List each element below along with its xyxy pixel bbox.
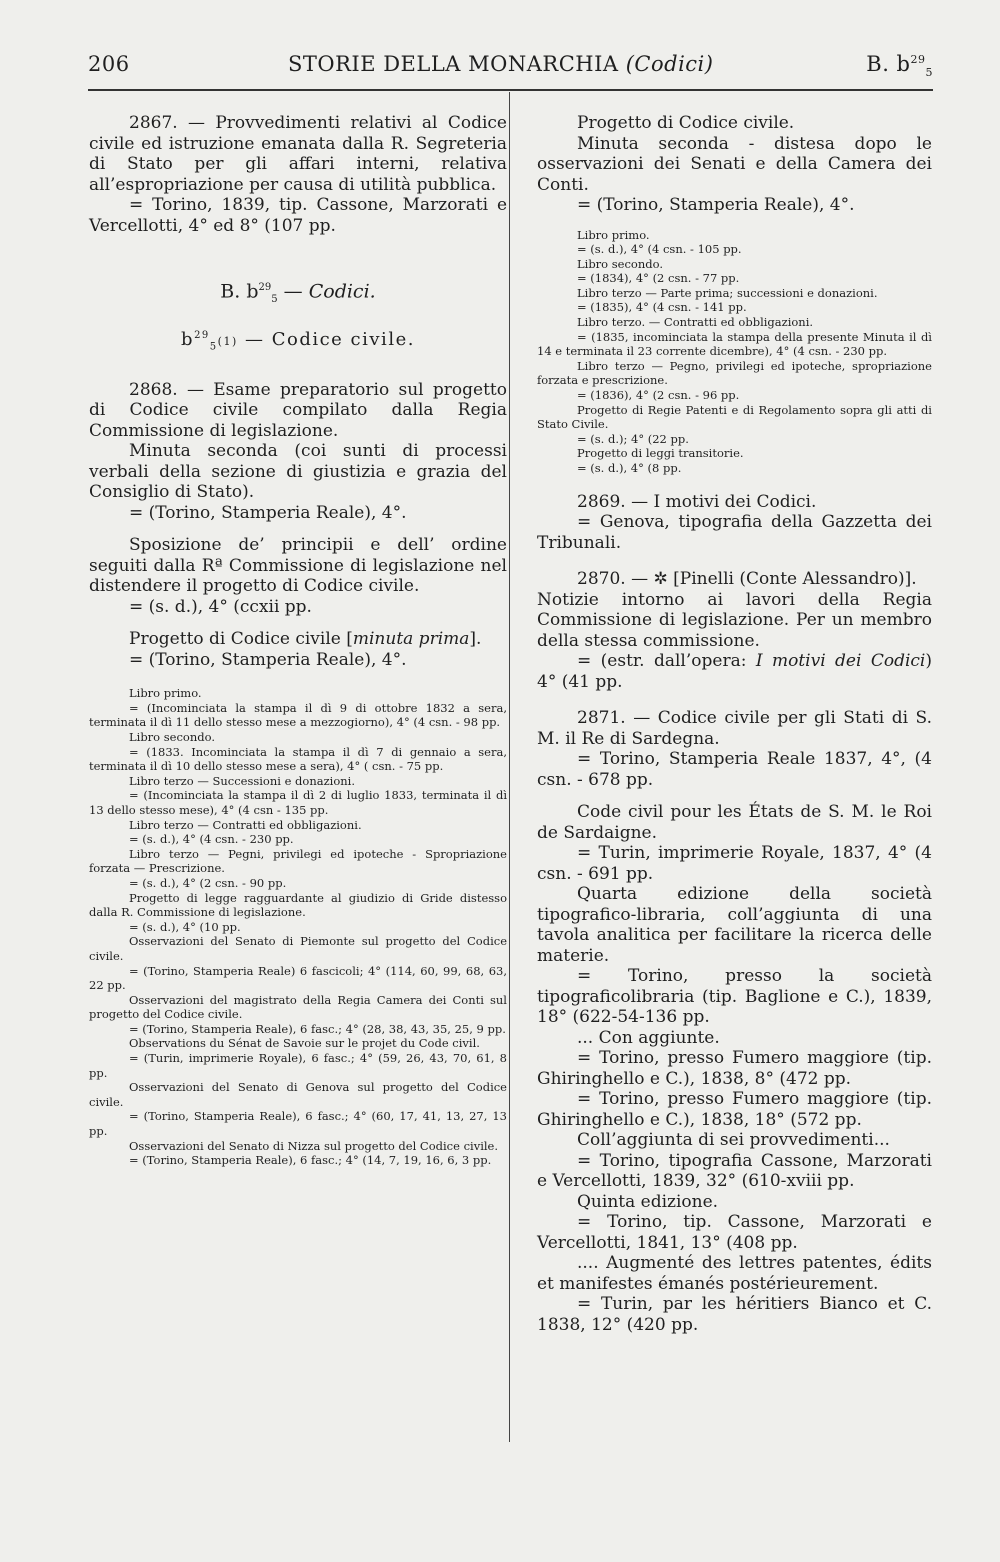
quarta-imprint: = Torino, presso la società tipograficolibraria (tip. Baglione e C.), 1839, 18° (622-54-136 pp. — [537, 966, 932, 1028]
list-item: = (Turin, imprimerie Royale), 6 fasc.; 4° (59, 26, 43, 70, 61, 8 pp. — [89, 1051, 507, 1080]
entry-2870: 2870. — ✲ [Pinelli (Conte Alessandro)]. — [577, 569, 917, 590]
list-item: Libro terzo — Contratti ed obbligazioni. — [129, 817, 362, 832]
cassone-imprint-1: = Torino, tipografia Cassone, Marzorati e Vercellotti, 1839, 32° (610-xviii pp. — [537, 1150, 932, 1192]
entry-2867: 2867. — Provvedimenti relativi al Codice civile ed istruzione emanata dalla R. Segreteria di Stato per gli affari interni, relativa all’espropriazione per causa di utilità pubblica. — [89, 113, 507, 195]
list-item: Progetto di legge ragguardante al giudizio di Gride distesso dalla R. Commissione di legislazione. — [89, 890, 507, 920]
list-item: = (1834), 4° (2 csn. - 77 pp. — [577, 271, 740, 286]
list-item: = (s. d.), 4° (4 csn. - 105 pp. — [577, 242, 742, 257]
running-title-sub: (Codici) — [625, 52, 714, 76]
list-item: Libro terzo. — Contratti ed obbligazioni. — [577, 315, 814, 330]
section-heading: B. $b^{29}_5$ — Codici. — [220, 280, 376, 306]
entry-2871: 2871. — Codice civile per gli Stati di S. M. il Re di Sardegna. — [537, 708, 932, 749]
list-item: Osservazioni del Senato di Genova sul progetto del Codice civile. — [89, 1080, 507, 1109]
list-item: Osservazioni del magistrato della Regia Camera dei Conti sul progetto del Codice civile. — [89, 992, 507, 1022]
list-item: Libro secondo. — [577, 256, 663, 271]
entry-2869: 2869. — I motivi dei Codici. — [577, 491, 817, 512]
header-rule — [88, 89, 933, 91]
sposizione-imprint: = (s. d.), 4° (ccxii pp. — [129, 596, 312, 617]
fumero-imprint-2: = Torino, presso Fumero maggiore (tip. Ghiringhello e C.), 1838, 18° (572 pp. — [537, 1089, 932, 1130]
left-column — [89, 113, 507, 1168]
list-item: = (Torino, Stamperia Reale), 6 fasc.; 4° (14, 7, 19, 16, 6, 3 pp. — [129, 1153, 492, 1168]
list-item: = (Incominciata la stampa il dì 9 di ottobre 1832 a sera, terminata il dì 11 dello stesso mese a mezzogiorno), 4° (4 csn. - 98 pp. — [89, 700, 507, 730]
sposizione-entry: Sposizione de’ principii e dell’ ordine seguiti dalla Rª Commissione di legislazione nel distendere il progetto di Codice civile. — [89, 535, 507, 597]
asterisk-icon: ✲ — [653, 569, 668, 590]
list-item: = (s. d.), 4° (8 pp. — [577, 461, 682, 475]
list-item: = (1835, incominciata la stampa della presente Minuta il dì 14 e terminata il 23 corrente dicembre), 4° (4 csn. - 230 pp. — [537, 329, 932, 359]
entry-2870-text: Notizie intorno ai lavori della Regia Commissione di legislazione. Per un membro della stessa commissione. — [537, 589, 932, 651]
entry-2869-imprint: = Genova, tipografia della Gazzetta dei Tribunali. — [537, 512, 932, 553]
progetto-entry: Progetto di Codice civile [minuta prima]. — [129, 629, 482, 650]
code-civil-imprint: = Turin, imprimerie Royale, 1837, 4° (4 csn. - 691 pp. — [537, 843, 932, 884]
running-section-sub: 5 — [925, 66, 933, 80]
minuta-right: Minuta seconda - distesa dopo le osservazioni dei Senati e della Camera dei Conti. — [537, 133, 932, 195]
entry-2870-imprint: = (estr. dall’opera: I motivi dei Codici) 4° (41 pp. — [537, 651, 932, 692]
list-item: = (s. d.), 4° (2 csn. - 90 pp. — [129, 875, 287, 890]
entry-2868-minuta: Minuta seconda (coi sunti di processi verbali della sezione di giustizia e grazia del Consiglio di Stato). — [89, 441, 507, 503]
right-small-list — [537, 228, 932, 476]
subsection-heading: $b^{29}_5(1)$ — Codice civile. — [181, 329, 415, 353]
list-item: Libro terzo — Successioni e donazioni. — [129, 773, 355, 788]
entry-2868-imprint: = (Torino, Stamperia Reale), 4°. — [129, 502, 407, 523]
list-item: = (Incominciata la stampa il dì 2 di luglio 1833, terminata il dì 13 dello stesso mese), 4° (4 csn - 135 pp. — [89, 788, 507, 817]
quinta-edizione: Quinta edizione. — [577, 1191, 719, 1212]
right-column — [537, 113, 932, 1335]
progetto-imprint: = (Torino, Stamperia Reale), 4°. — [129, 649, 407, 670]
con-aggiunte: ... Con aggiunte. — [577, 1027, 720, 1048]
entry-2871-imprint: = Torino, Stamperia Reale 1837, 4°, (4 csn. - 678 pp. — [537, 749, 932, 790]
list-item: = (1833. Incominciata la stampa il dì 7 di gennaio a sera, terminata il dì 10 dello stesso mese a sera), 4° ( csn. - 75 pp. — [89, 744, 507, 774]
fumero-imprint-1: = Torino, presso Fumero maggiore (tip. Ghiringhello e C.), 1838, 8° (472 pp. — [537, 1048, 932, 1089]
running-header — [88, 52, 933, 84]
list-item: = (s. d.), 4° (4 csn. - 230 pp. — [129, 832, 294, 847]
running-title — [288, 52, 713, 76]
list-item: = (Torino, Stamperia Reale), 6 fasc.; 4° (28, 38, 43, 35, 25, 9 pp. — [129, 1021, 506, 1036]
list-item: Libro terzo — Pegni, privilegi ed ipoteche - Spropriazione forzata — Prescrizione. — [89, 846, 507, 876]
running-section-sup: 29 — [910, 53, 926, 66]
augmente-entry: .... Augmenté des lettres patentes, édits et manifestes émanés postérieurement. — [537, 1253, 932, 1294]
page-number: 206 — [88, 52, 130, 76]
list-item: Osservazioni del Senato di Piemonte sul progetto del Codice civile. — [89, 934, 507, 963]
list-item: Libro secondo. — [129, 730, 215, 744]
list-item: Libro primo. — [577, 227, 650, 242]
list-item: = (s. d.); 4° (22 pp. — [577, 431, 689, 446]
running-section-label: B. b — [866, 52, 911, 76]
list-item: = (1836), 4° (2 csn. - 96 pp. — [577, 388, 740, 403]
list-item: = (Torino, Stamperia Reale), 6 fasc.; 4° (60, 17, 41, 13, 27, 13 pp. — [89, 1109, 507, 1139]
left-small-list — [89, 686, 507, 1168]
list-item: Libro primo. — [129, 686, 202, 701]
running-title-main: STORIE DELLA MONARCHIA — [288, 52, 619, 76]
list-item: Progetto di leggi transitorie. — [577, 446, 744, 461]
progetto-right: Progetto di Codice civile. — [577, 113, 795, 133]
list-item: Osservazioni del Senato di Nizza sul progetto del Codice civile. — [129, 1138, 499, 1153]
bianco-imprint: = Turin, par les héritiers Bianco et C. 1838, 12° (420 pp. — [537, 1294, 932, 1335]
quarta-edizione: Quarta edizione della società tipografico-libraria, coll’aggiunta di una tavola analitica per facilitare la ricerca delle materie. — [537, 884, 932, 966]
column-divider — [509, 92, 510, 1442]
list-item: Observations du Sénat de Savoie sur le projet du Code civil. — [129, 1036, 480, 1051]
code-civil-entry: Code civil pour les États de S. M. le Roi de Sardaigne. — [537, 802, 932, 843]
list-item: Libro terzo — Parte prima; successioni e donazioni. — [577, 285, 878, 300]
entry-2867-imprint: = Torino, 1839, tip. Cassone, Marzorati e Vercellotti, 4° ed 8° (107 pp. — [89, 195, 507, 236]
cassone-imprint-2: = Torino, tip. Cassone, Marzorati e Vercellotti, 1841, 13° (408 pp. — [537, 1212, 932, 1253]
running-section — [866, 52, 933, 79]
coll-aggiunta: Coll’aggiunta di sei provvedimenti... — [577, 1130, 890, 1151]
list-item: Libro terzo — Pegno, privilegi ed ipoteche, spropriazione forzata e prescrizione. — [537, 358, 932, 388]
list-item: = (Torino, Stamperia Reale) 6 fascicoli; 4° (114, 60, 99, 68, 63, 22 pp. — [89, 963, 507, 993]
minuta-right-imprint: = (Torino, Stamperia Reale), 4°. — [577, 195, 855, 215]
list-item: Progetto di Regie Patenti e di Regolamento sopra gli atti di Stato Civile. — [537, 402, 932, 432]
list-item: = (s. d.), 4° (10 pp. — [129, 919, 241, 934]
list-item: = (1835), 4° (4 csn. - 141 pp. — [577, 300, 747, 315]
entry-2868: 2868. — Esame preparatorio sul progetto di Codice civile compilato dalla Regia Commissione di legislazione. — [89, 379, 507, 441]
